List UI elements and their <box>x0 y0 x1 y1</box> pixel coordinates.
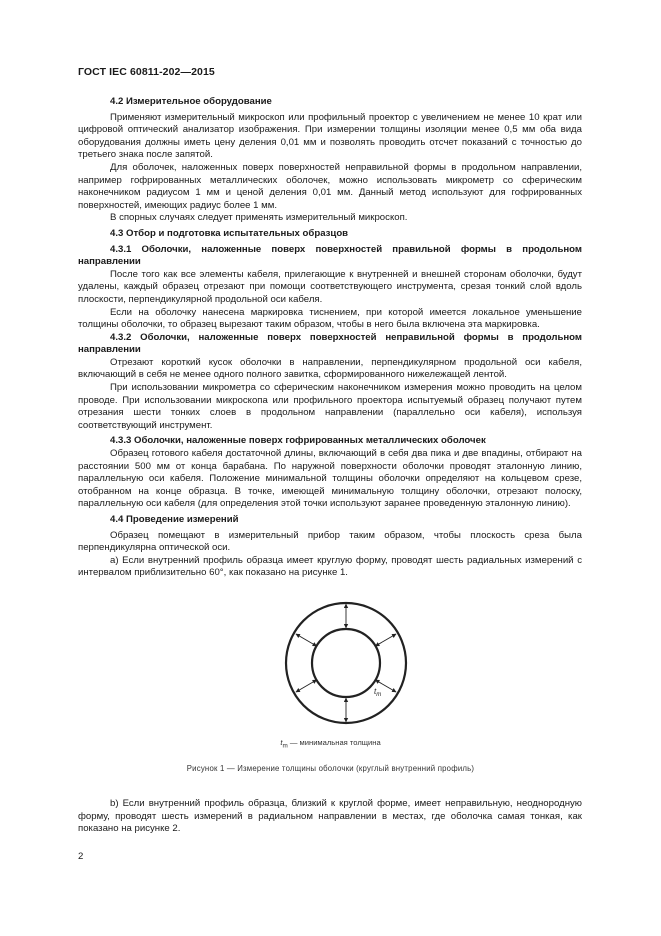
measurement-arrow-3 <box>296 680 317 692</box>
section-4-3-1-paragraph-2: Если на оболочку нанесена маркировка тиснением, при которой имеется локальное уменьшение толщины оболочки, то образец вырезают таким образом, чтобы в него была включена эта маркировка. <box>78 306 582 331</box>
inner-circle <box>312 629 380 697</box>
section-4-3-2-heading: 4.3.2 Оболочки, наложенные поверх поверхностей неправильной формы в продольном направлении <box>78 331 582 356</box>
measurement-arrow-2 <box>296 634 317 646</box>
measurement-arrow-6 <box>375 634 396 646</box>
page-number: 2 <box>78 851 84 862</box>
section-4-2-paragraph-2: Для оболочек, наложенных поверх поверхностей неправильной формы в продольном направлении, например гофрированных металлических оболочек, можно использовать микрометр со сферическим наконечником радиусом 1 мм и ценой деления 0,01 мм. Данный метод используют для гофрированных поверхностей, имеющих радиус более 1 мм. <box>78 161 582 211</box>
figure-caption: Рисунок 1 — Измерение толщины оболочки (круглый внутренний профиль) <box>186 764 475 773</box>
main-content <box>78 96 582 580</box>
section-4-4-paragraph-1: Образец помещают в измерительный прибор таким образом, чтобы плоскость среза была перпендикулярна оптической оси. <box>78 529 582 554</box>
figure-1 <box>0 598 661 778</box>
section-4-2-paragraph-3: В спорных случаях следует применять измерительный микроскоп. <box>110 212 408 224</box>
figure-legend <box>0 738 661 750</box>
tail-content <box>78 798 582 836</box>
section-4-2-paragraph-1: Применяют измерительный микроскоп или профильный проектор с увеличением не менее 10 крат или цифровой оптический анализатор изображения. При измерении толщины изоляции менее 0,5 мм оба вида оборудования должны иметь цену деления 0,01 мм и позволять проводить отсчет показаний с точностью до третьего знака после запятой. <box>78 111 582 161</box>
section-4-3-1-paragraph-1: После того как все элементы кабеля, прилегающие к внутренней и внешней сторонам оболочки, будут удалены, каждый образец отрезают при помощи соответствующего инструмента, срезая тонкий слой вдоль плоскости, перпендикулярной продольной оси кабеля. <box>78 268 582 305</box>
legend-text: — минимальная толщина <box>287 738 381 747</box>
section-4-4-heading: 4.4 Проведение измерений <box>110 514 239 525</box>
measurement-arrow-5 <box>375 680 396 692</box>
tm-label: $t_m$ <box>374 687 382 698</box>
section-4-3-heading: 4.3 Отбор и подготовка испытательных образцов <box>110 227 349 239</box>
section-4-3-2-paragraph-2: При использовании микрометра со сферическим наконечником измерения можно проводить на целом проводе. При использовании микроскопа или профильного проектора испытуемый образец получают путем отрезания шести тонких слоев в продольном направлении (параллельно оси кабеля), используя соответствующий инструмент. <box>78 382 582 431</box>
section-4-3-2-paragraph-1: Отрезают короткий кусок оболочки в направлении, перпендикулярном продольной оси кабеля, включающий в себя не менее одного полного завитка, сформированного нижележащей лентой. <box>78 356 582 381</box>
document-header: ГОСТ IEC 60811-202—2015 <box>78 66 215 78</box>
section-4-3-3-heading: 4.3.3 Оболочки, наложенные поверх гофрированных металлических оболочек <box>110 435 486 447</box>
section-4-3-1-heading: 4.3.1 Оболочки, наложенные поверх поверхностей правильной формы в продольном направлении <box>78 243 582 268</box>
legend-subscript: m <box>282 742 288 750</box>
section-4-2-heading: 4.2 Измерительное оборудование <box>110 96 272 107</box>
section-4-4-paragraph-2: а) Если внутренний профиль образца имеет круглую форму, проводят шесть радиальных измерений с интервалом приблизительно 60°, как показано на рисунке 1. <box>78 554 582 579</box>
section-4-4-paragraph-b: b) Если внутренний профиль образца, близкий к круглой форме, имеет неправильную, неоднородную форму, проводят шесть измерений в радиальном направлении в местах, где оболочка самая тонкая, как показано на рисунке 2. <box>78 798 582 835</box>
section-4-3-3-paragraph-1: Образец готового кабеля достаточной длины, включающий в себя два пика и две впадины, отбирают на расстоянии 500 мм от конца барабана. По наружной поверхности оболочки проводят эталонную линию, параллельную оси кабеля. Положение минимальной толщины оболочки определяют на кольцевом срезе, отобранном на конце образца. В точке, имеющей минимальную толщину оболочки, отрезают полоску, параллельную оси кабеля (для определения этой точки используют заранее проведенную эталонную линию). <box>78 448 582 510</box>
legend-symbol: t <box>280 738 283 747</box>
ring-cross-section-diagram <box>281 598 411 728</box>
